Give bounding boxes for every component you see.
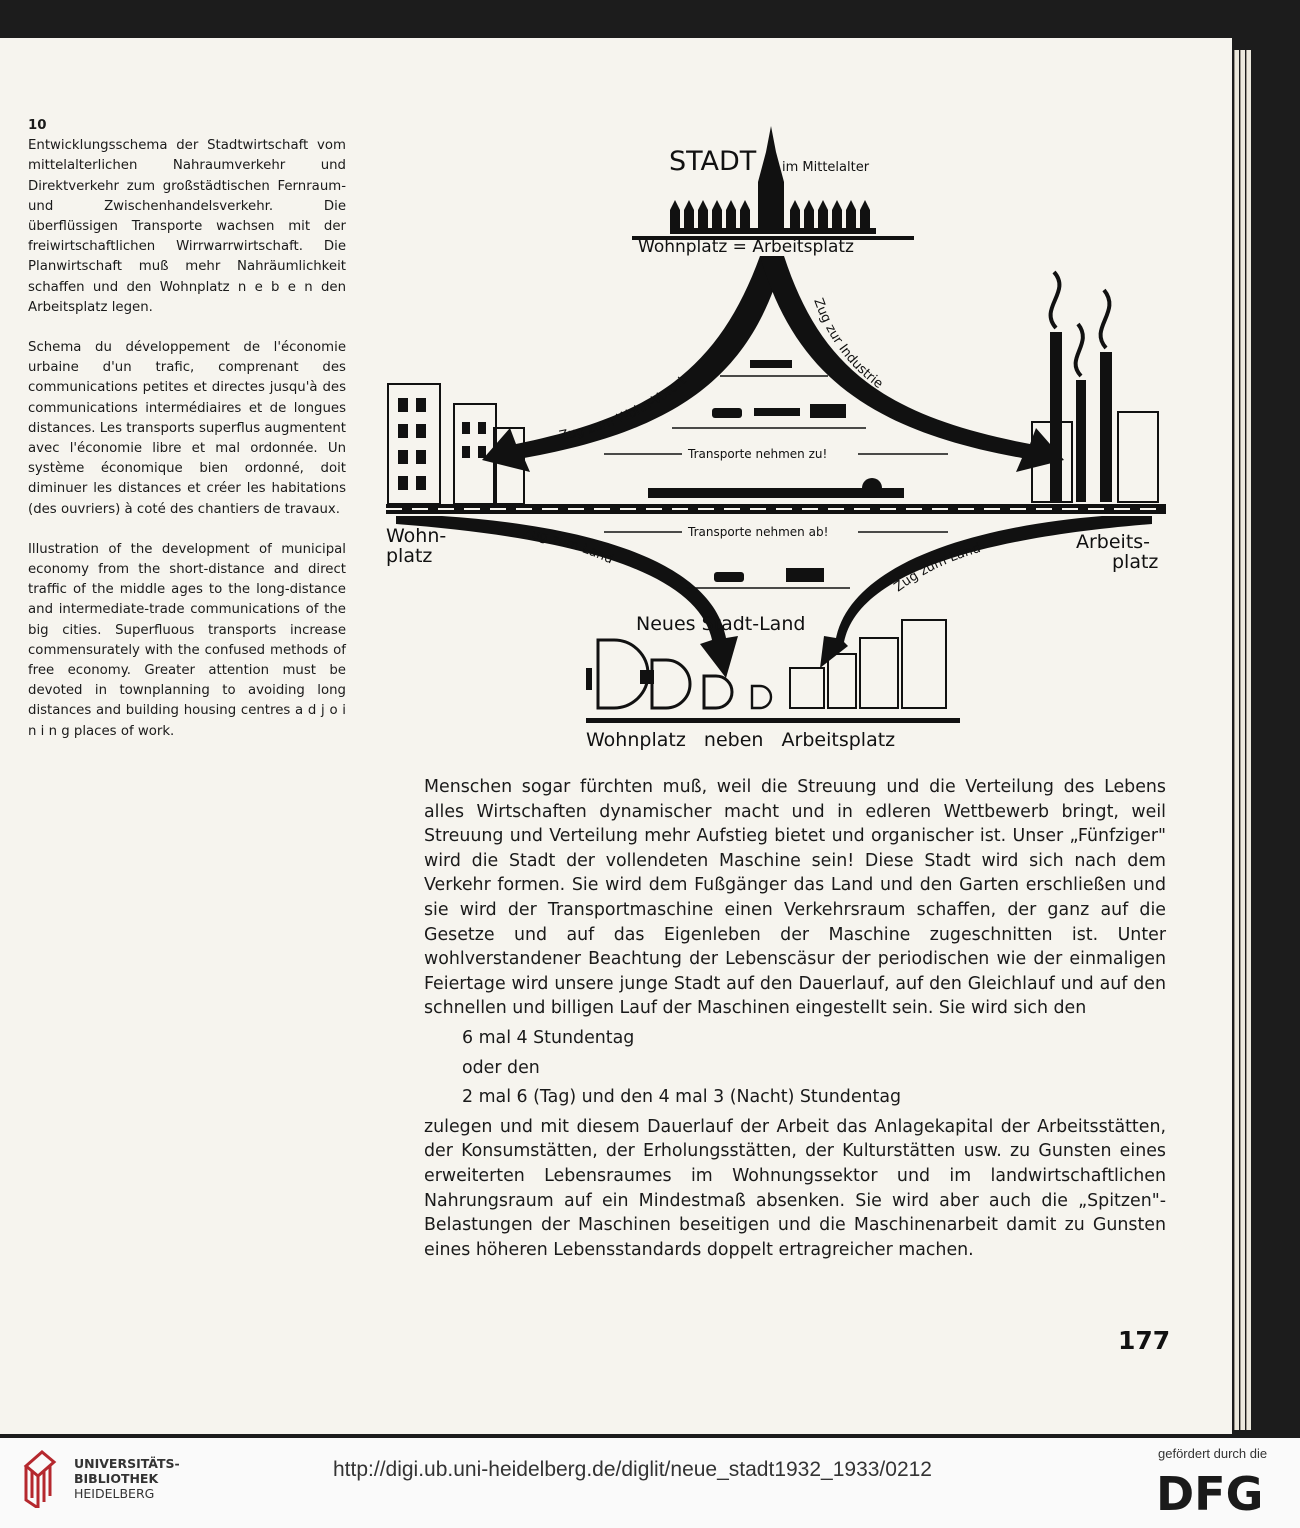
bottom-divider <box>586 718 960 723</box>
figure-caption <box>28 116 346 762</box>
label-transporte-ab: Transporte nehmen ab! <box>688 525 829 539</box>
label-arbeits: Arbeits- <box>1076 531 1151 553</box>
horse-cart-icon <box>754 408 800 416</box>
locomotive <box>862 478 882 498</box>
paragraph: zulegen und mit diesem Dauerlauf der Arbeit das Anlagekapital der Arbeitsstätten, der Konsumstätten, der Erholungsstätten, der Kulturstätten usw. zu Gunsten eines erweiterten Lebensraumes im Wohnungssektor und im landwirtschaftlichen Nahrungsraum auf ein Mindestmaß absenken. Sie wird aber auch die „Spitzen"-Belastungen der Maschinen beseitigen und die Maschinenarbeit damit zu Gunsten eines höheren Lebensstandards doppelt ertragreicher machen. <box>424 1116 1166 1260</box>
car-icon <box>712 408 742 418</box>
main-text <box>424 775 1166 1262</box>
car-icon <box>714 572 744 582</box>
city-development-diagram <box>382 122 1172 762</box>
smoke <box>1051 272 1060 328</box>
house-icon <box>752 686 771 708</box>
page-number: 177 <box>1118 1326 1171 1355</box>
label-zug-industrie: Zug zur Industrie <box>810 296 886 392</box>
smoke <box>1076 324 1083 376</box>
housing-block <box>388 384 440 504</box>
workshop <box>790 668 824 708</box>
dfg-logo <box>1156 1466 1280 1516</box>
page-edge <box>1240 50 1245 1430</box>
page-edge <box>1246 50 1251 1430</box>
arrow-to-industry <box>760 256 1064 472</box>
caption-french: Schema du développement de l'économie urbaine d'un trafic, comprenant des communications petites et directes jusqu'à des communications intermédiaires et de longues distances. Les transports superflus augmentent avec l'économie libre et mal ordonnée. Un système économique bien ordonné, doit diminuer les distances et créer les habitations (des ouvriers) à coté des chantiers de travaux. <box>28 340 346 517</box>
library-name: UNIVERSITÄTS- BIBLIOTHEK HEIDELBERG <box>74 1456 180 1501</box>
arrow-to-suburb <box>482 256 784 472</box>
label-im-mittelalter: im Mittelalter <box>782 160 870 175</box>
workshop <box>860 638 898 708</box>
label-wohn: Wohn- <box>386 525 447 547</box>
label-zug-land-right: Zug zum Land <box>891 541 983 596</box>
label-platz-right: platz <box>1112 551 1159 573</box>
workshop <box>902 620 946 708</box>
medieval-skyline <box>670 126 876 234</box>
factory-chimney <box>1076 380 1086 502</box>
schedule-line: 2 mal 6 (Tag) und den 4 mal 3 (Nacht) Stundentag <box>462 1087 902 1108</box>
label-wohnplatz-neben: Wohnplatz neben Arbeitsplatz <box>586 729 896 751</box>
schedule-line: oder den <box>462 1057 540 1078</box>
figure-number: 10 <box>28 118 47 133</box>
smoke <box>1101 290 1110 348</box>
label-neues-stadt-land: Neues Stadt-Land <box>636 613 806 635</box>
label-platz-left: platz <box>386 545 433 567</box>
page-edge <box>1234 50 1239 1430</box>
label-transporte-zu: Transporte nehmen zu! <box>688 447 828 461</box>
factory-chimney <box>1050 332 1062 502</box>
workshop <box>828 654 856 708</box>
caption-german: Entwicklungsschema der Stadtwirtschaft vom mittelalterlichen Nahraumverkehr und Direktverkehr zum großstädtischen Fernraum- und Zwischenhandelsverkehr. Die überflüssigen Transporte wachsen mit der freiwirtschaftlichen Wirrwarrwirtschaft. Die Planwirtschaft muß mehr Nahräumlichkeit schaffen und den Wohnplatz n e b e n den Arbeitsplatz legen. <box>28 138 346 315</box>
university-library-logo-icon <box>20 1448 60 1508</box>
permalink-url[interactable]: http://digi.ub.uni-heidelberg.de/diglit/neue_stadt1932_1933/0212 <box>333 1458 932 1481</box>
caption-english: Illustration of the development of municipal economy from the short-distance and direct traffic of the middle ages to the long-distance and intermediate-trade communications of the big cities. Superfluous transports increase commensurately with the confused methods of free economy. Greater attention must be devoted in townplanning to avoiding long distances and building housing centres a d j o i n i n g places of work. <box>28 541 346 739</box>
factory-chimney <box>1100 352 1112 502</box>
truck-icon <box>810 404 846 418</box>
truck-icon <box>786 568 824 582</box>
horse-cart-icon <box>750 360 792 368</box>
house-icon <box>704 676 732 708</box>
label-wohnplatz-arbeitsplatz: Wohnplatz = Arbeitsplatz <box>638 237 854 257</box>
schedule-line: 6 mal 4 Stundentag <box>462 1027 635 1048</box>
funded-by-label: gefördert durch die <box>1158 1446 1268 1461</box>
label-zug-wohn-vorort: Zug zum Wohn-Vorort <box>557 373 690 444</box>
paragraph: Menschen sogar fürchten muß, weil die Streuung und die Verteilung des Lebens alles Wirtschaften dynamischer macht und in edleren Wettbewerb bringt, weil Streuung und Verteilung mehr Aufstieg bietet und organischer ist. Unser „Fünfziger" wird die Stadt der vollendeten Maschine sein! Diese Stadt wird sich nach dem Verkehr formen. Sie wird dem Fußgänger das Land und den Garten erschließen und sie wird der Transportmaschine einen Verkehrsraum schaffen, der ganz auf die Gesetze und auf das Eigenleben der Maschine zugeschnitten ist. Unter wohlverstandener Beachtung der Lebenscäsur der periodischen wie der einmaligen Feiertage wird unsere junge Stadt auf den Dauerlauf, auf den Gleichlauf und auf den schnellen und billigen Lauf der Maschinen eingestellt sein. Sie wird sich den <box>424 777 1166 1019</box>
svg-text:DFG: DFG <box>1156 1467 1264 1516</box>
viewer-footer <box>0 1438 1300 1528</box>
factory-hall <box>1118 412 1158 502</box>
house-icon <box>652 660 690 708</box>
label-zug-land-left: Zug zum Land <box>521 525 616 568</box>
label-stadt: STADT <box>669 146 757 177</box>
